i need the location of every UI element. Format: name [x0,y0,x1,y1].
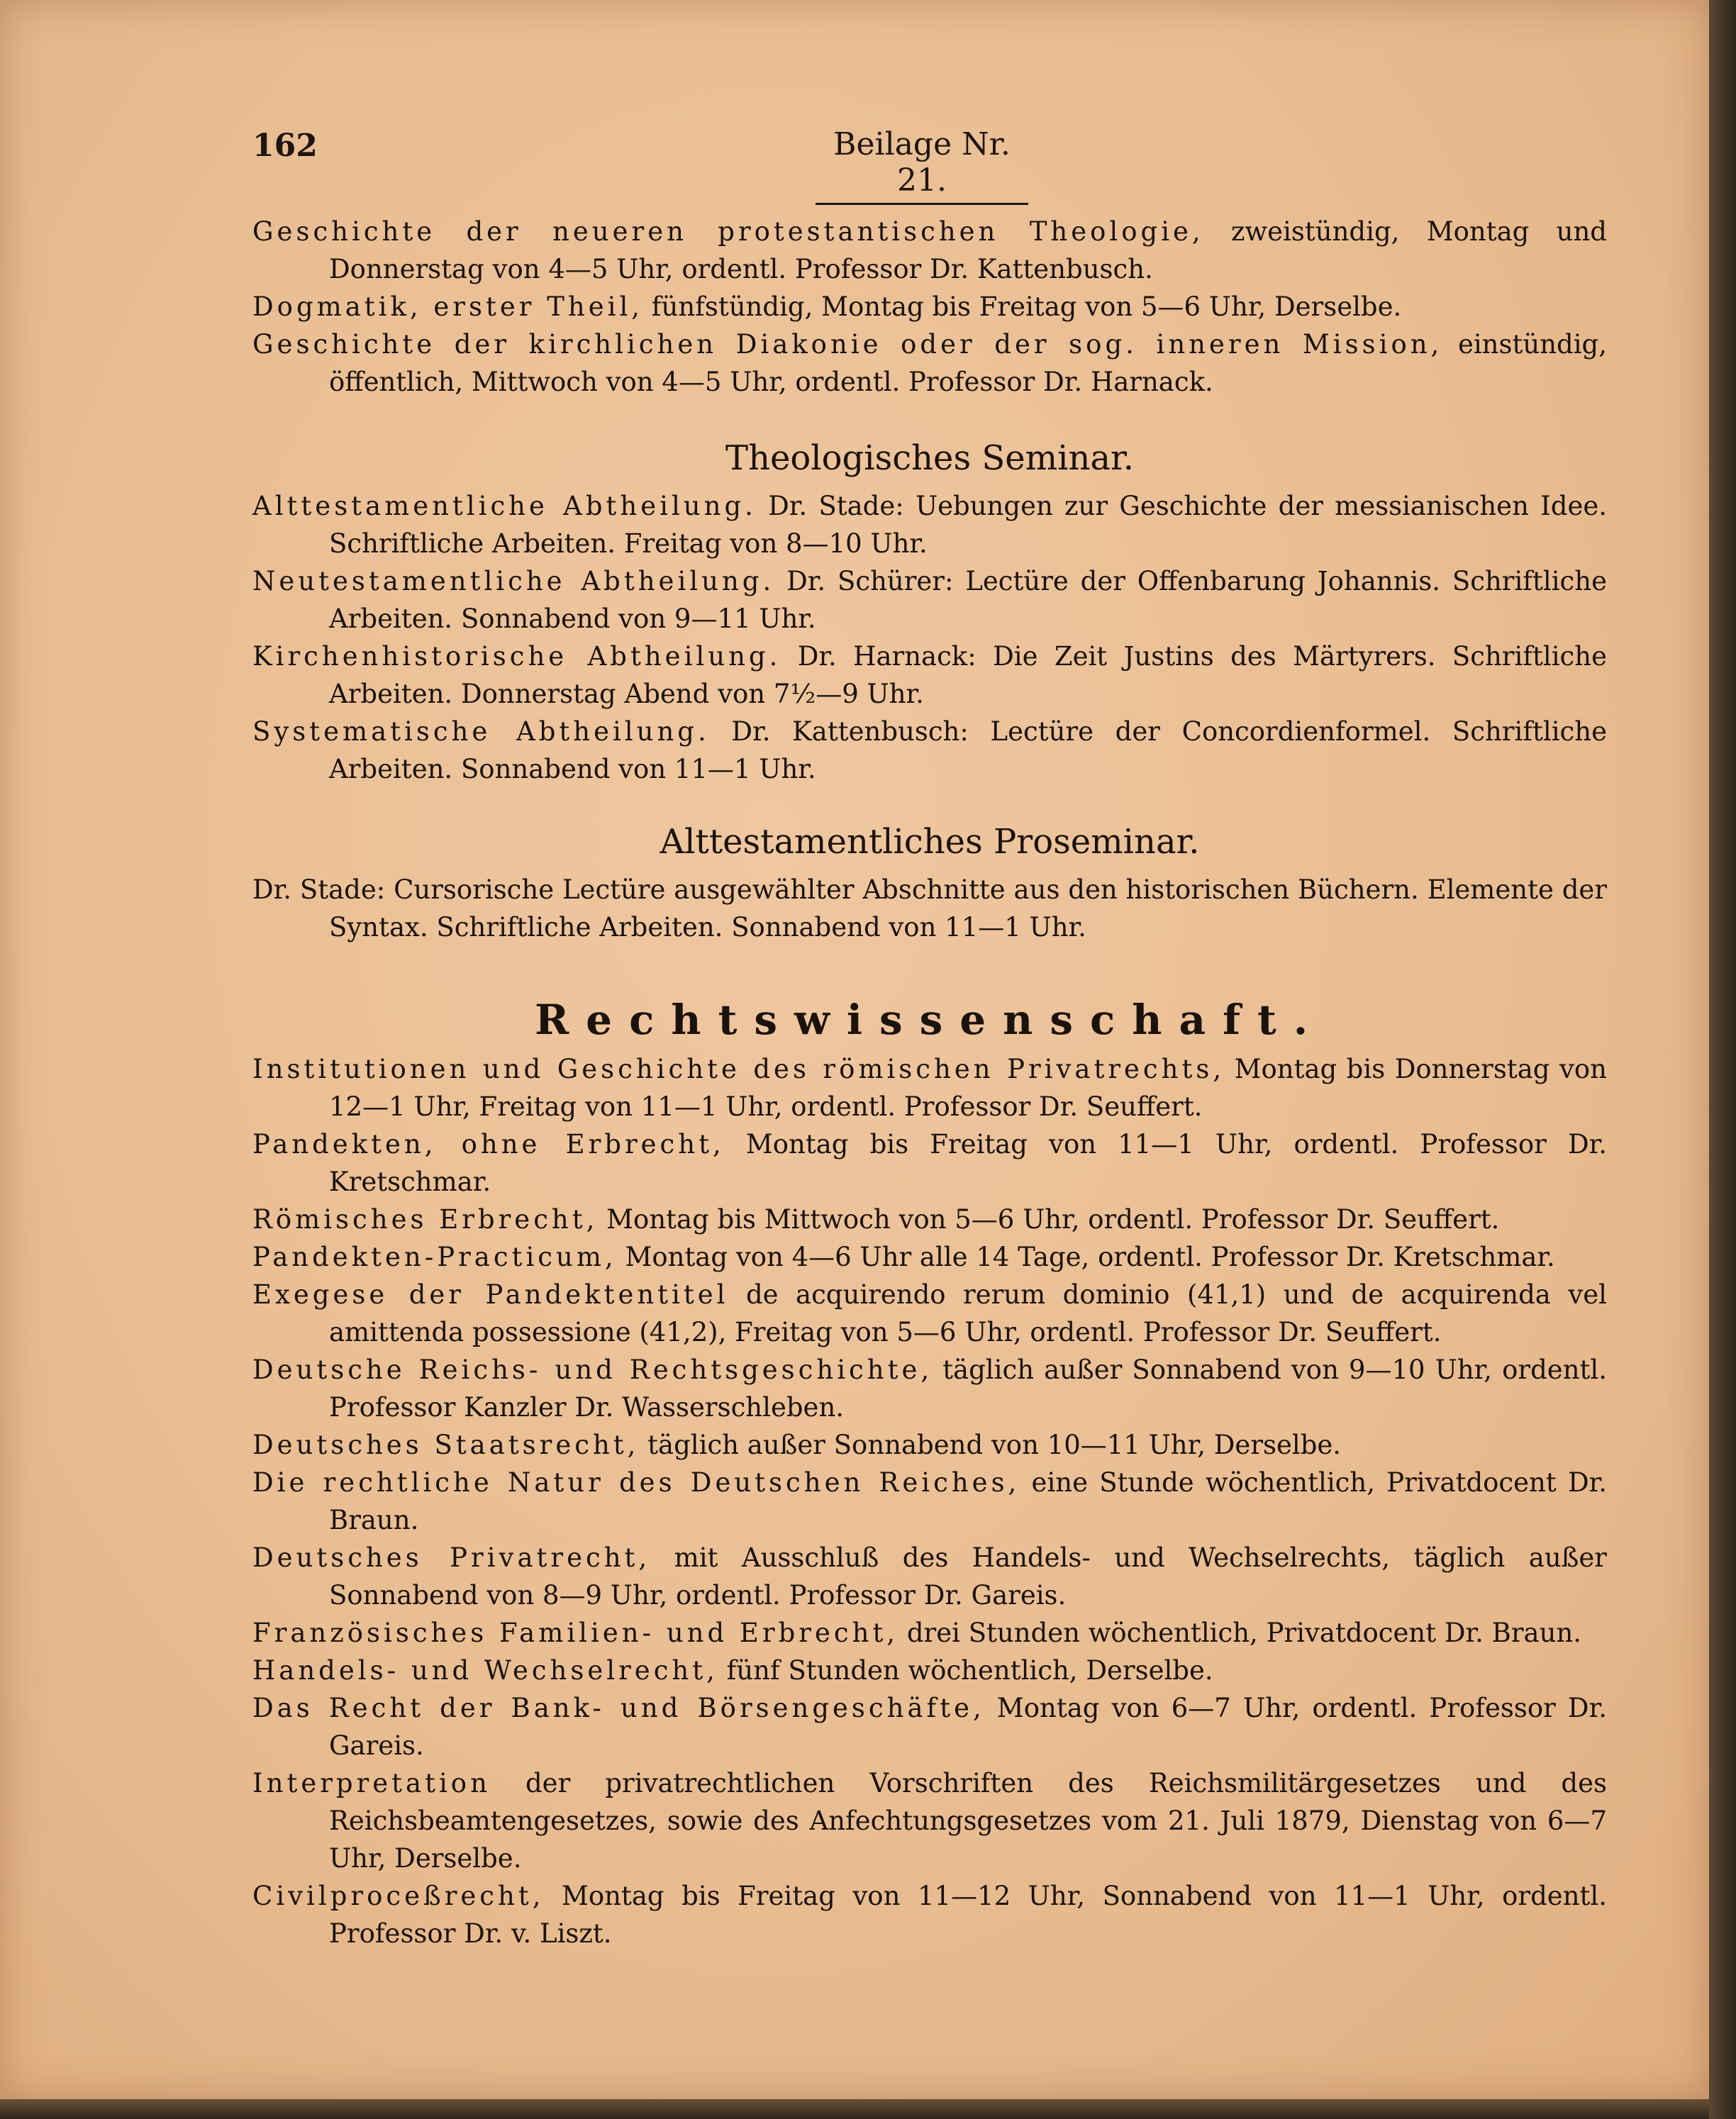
page-number: 162 [252,128,318,164]
proseminar-entry [252,871,1607,946]
lecture-entry [252,326,1607,401]
lecture-title: Interpretation [252,1768,491,1798]
law-lectures [252,1050,1607,1952]
lecture-details: Montag von 4—6 Uhr alle 14 Tage, ordentl. Professor Dr. Kretschmar. [616,1242,1555,1272]
proseminar-lecturer: Dr. Stade: [252,874,386,905]
lecture-entry [252,1652,1607,1689]
lecture-title: Geschichte der kirchlichen Diakonie oder der sog. inneren Mission, [252,329,1443,360]
lecture-details: einstündig, öffentlich, Mittwoch von 4—5 Uhr, ordentl. Professor Dr. Harnack. [329,329,1607,397]
proseminar-heading: Alttestamentliches Proseminar. [660,822,1200,862]
lecture-details: eine Stunde wöchentlich, Privatdocent Dr. Braun. [329,1467,1607,1535]
lecture-details: fünf Stunden wöchentlich, Derselbe. [718,1655,1213,1686]
seminar-details: Dr. Harnack: Die Zeit Justins des Märtyrers. Schriftliche Arbeiten. Donnerstag Abend von 7½—9 Uhr. [329,641,1607,709]
seminar-entry [252,487,1607,562]
seminar-entries [252,487,1607,788]
seminar-department: Kirchenhistorische Abtheilung. [252,641,781,672]
seminar-details: Dr. Kattenbusch: Lectüre der Concordienformel. Schriftliche Arbeiten. Sonnabend von 11—1 Uhr. [329,716,1607,784]
law-faculty-heading: Rechtswissenschaft. [534,996,1325,1044]
lecture-details: täglich außer Sonnabend von 10—11 Uhr, Derselbe. [639,1430,1342,1460]
lecture-entry [252,1689,1607,1764]
lecture-title: Handels- und Wechselrecht, [252,1655,718,1686]
lecture-details: mit Ausschluß des Handels- und Wechselrechts, täglich außer Sonnabend von 8—9 Uhr, ordentl. Professor Dr. Gareis. [329,1542,1607,1611]
lecture-entry [252,1877,1607,1952]
lecture-details: fünfstündig, Montag bis Freitag von 5—6 Uhr, Derselbe. [643,291,1402,322]
lecture-entry [252,1764,1607,1877]
lecture-details: Montag von 6—7 Uhr, ordentl. Professor Dr. Gareis. [329,1693,1607,1761]
lecture-entry [252,1464,1607,1539]
seminar-details: Dr. Schürer: Lectüre der Offenbarung Johannis. Schriftliche Arbeiten. Sonnabend von 9—11 Uhr. [329,566,1607,634]
page-body [252,213,1607,1952]
lecture-title: Dogmatik, erster Theil, [252,291,644,322]
lecture-entry [252,1539,1607,1614]
seminar-details: Dr. Stade: Uebungen zur Geschichte der messianischen Idee. Schriftliche Arbeiten. Freitag von 8—10 Uhr. [329,491,1607,559]
lecture-entry [252,213,1607,288]
seminar-entry [252,562,1607,638]
lecture-title: Römisches Erbrecht, [252,1204,599,1235]
lecture-title: Deutsche Reichs- und Rechtsgeschichte, [252,1355,933,1385]
lecture-title: Deutsches Staatsrecht, [252,1430,640,1460]
lecture-title: Das Recht der Bank- und Börsengeschäfte, [252,1693,985,1723]
lecture-title: Französisches Familien- und Erbrecht, [252,1618,899,1648]
lecture-details: Montag bis Mittwoch von 5—6 Uhr, ordentl. Professor Dr. Seuffert. [598,1204,1500,1235]
page-edge-shadow-bottom [0,2099,1709,2119]
proseminar-entries [252,871,1607,946]
lecture-entry [252,1050,1607,1125]
lecture-entry [252,1426,1607,1464]
lecture-details: drei Stunden wöchentlich, Privatdocent Dr. Braun. [898,1618,1582,1648]
lecture-entry [252,1276,1607,1351]
lecture-entry [252,288,1607,326]
lecture-title: Pandekten-Practicum, [252,1242,617,1272]
lecture-details: zweistündig, Montag und Donnerstag von 4—5 Uhr, ordentl. Professor Dr. Kattenbusch. [329,216,1607,284]
seminar-department: Neutestamentliche Abtheilung. [252,566,775,596]
lecture-details: der privatrechtlichen Vorschriften des Reichsmilitärgesetzes und des Reichsbeamtengesetzes, sowie des Anfechtungsgesetzes vom 21. Juli 1879, Dienstag von 6—7 Uhr, Derselbe. [329,1768,1607,1874]
lecture-entry [252,1238,1607,1276]
theology-lectures [252,213,1607,401]
lecture-title: Pandekten, ohne Erbrecht, [252,1129,725,1159]
lecture-title: Exegese der Pandektentitel [252,1279,729,1310]
lecture-title: Civilproceßrecht, [252,1881,545,1911]
lecture-details: de acquirendo rerum dominio (41,1) und de acquirenda vel amittenda possessione (41,2), Freitag von 5—6 Uhr, ordentl. Professor Dr. Seuffert. [329,1279,1607,1347]
lecture-entry [252,1201,1607,1238]
seminar-entry [252,713,1607,788]
lecture-title: Geschichte der neueren protestantischen Theologie, [252,216,1204,247]
lecture-entry [252,1614,1607,1652]
page-edge-shadow-right [1709,0,1736,2119]
seminar-department: Alttestamentliche Abtheilung. [252,491,757,521]
lecture-details: täglich außer Sonnabend von 9—10 Uhr, ordentl. Professor Kanzler Dr. Wasserschleben. [329,1355,1607,1423]
seminar-department: Systematische Abtheilung. [252,716,710,747]
lecture-title: Die rechtliche Natur des Deutschen Reiches, [252,1467,1020,1498]
lecture-details: Montag bis Donnerstag von 12—1 Uhr, Freitag von 11—1 Uhr, ordentl. Professor Dr. Seuffert. [329,1054,1607,1122]
lecture-title: Deutsches Privatrecht, [252,1542,651,1573]
proseminar-details: Cursorische Lectüre ausgewählter Abschnitte aus den historischen Büchern. Elemente der Syntax. Schriftliche Arbeiten. Sonnabend von 11—1 Uhr. [329,874,1608,942]
lecture-details: Montag bis Freitag von 11—12 Uhr, Sonnabend von 11—1 Uhr, ordentl. Professor Dr. v. Liszt. [329,1881,1607,1949]
seminar-heading: Theologisches Seminar. [725,438,1134,478]
lecture-entry [252,1125,1607,1201]
lecture-details: Montag bis Freitag von 11—1 Uhr, ordentl. Professor Dr. Kretschmar. [329,1129,1607,1197]
lecture-entry [252,1351,1607,1426]
running-header: Beilage Nr. 21. [816,126,1028,205]
seminar-entry [252,638,1607,713]
lecture-title: Institutionen und Geschichte des römischen Privatrechts, [252,1054,1225,1084]
